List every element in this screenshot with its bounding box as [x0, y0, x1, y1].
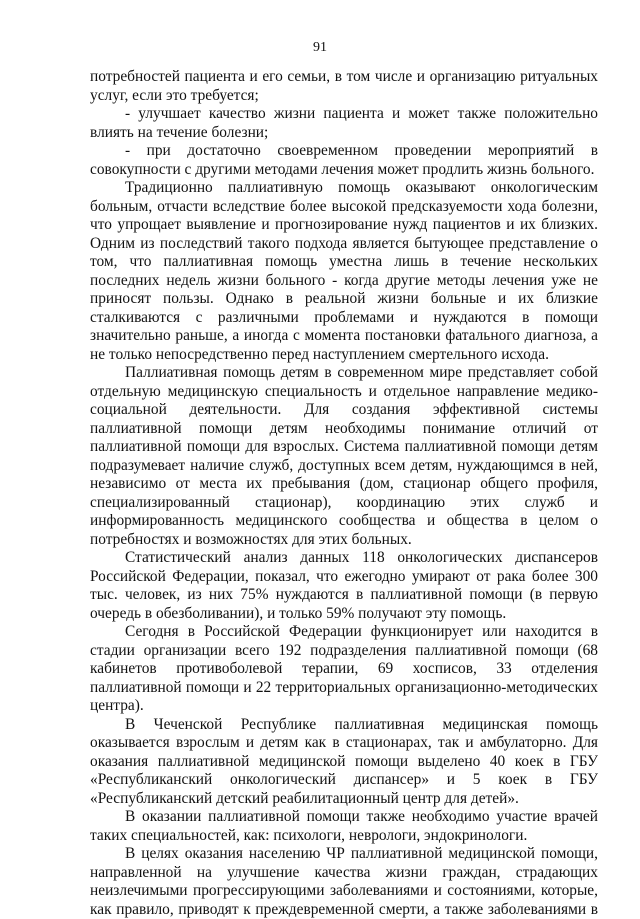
list-item-prolong-life: - при достаточно своевременном проведении мероприятий в совокупности с другими методами лечения может продлить жизнь больного. [90, 142, 598, 178]
paragraph-chechen-republic: В Чеченской Республике паллиативная медицинская помощь оказывается взрослым и детям как в стационарах, так и амбулаторно. Для оказания паллиативной медицинской помощи выделено 40 коек в ГБУ «Республиканский онкологический диспансер» и 5 коек в ГБУ «Республиканский детский реабилитационный центр для детей». [90, 715, 598, 807]
paragraph-children-care: Паллиативная помощь детям в современном мире представляет собой отдельную медицинскую специальность и отдельное направление медико-социальной деятельности. Для создания эффективной системы паллиативной помощи детям необходимы понимание отличий от паллиативной помощи для взрослых. Система паллиативной помощи детям подразумевает наличие служб, доступных всем детям, нуждающимся в ней, независимо от места их пребывания (дом, стационар общего профиля, специализированный стационар), координацию этих служб и информированность медицинского сообщества и общества в целом о потребностях и возможностях для этих больных. [90, 364, 598, 548]
page-number: 91 [313, 40, 327, 55]
paragraph-continuation: потребностей пациента и его семьи, в том числе и организацию ритуальных услуг, если это требуется; [90, 68, 598, 104]
paragraph-goals: В целях оказания населению ЧР паллиативной медицинской помощи, направленной на улучшение качества жизни граждан, страдающих неизлечимыми прогрессирующими заболеваниями и состояниями, которые, как правило, приводят к преждевременной смерти, а также заболеваниями в [90, 845, 598, 918]
paragraph-traditional-care: Традиционно паллиативную помощь оказывают онкологическим больным, отчасти вследствие более высокой предсказуемости хода болезни, что упрощает выявление и прогнозирование нужд пациентов и их близких. Одним из последствий такого подхода является бытующее представление о том, что паллиативная помощь уместна лишь в течение нескольких последних недель жизни больного - когда другие методы лечения уже не приносят пользы. Однако в реальной жизни больные и их близкие сталкиваются с различными проблемами и нуждаются в помощи значительно раньше, а иногда с момента постановки фатального диагноза, а не только непосредственно перед наступлением смертельного исхода. [90, 179, 598, 363]
document-body [90, 68, 598, 919]
paragraph-statistics: Статистический анализ данных 118 онкологических диспансеров Российской Федерации, показал, что ежегодно умирают от рака более 300 тыс. человек, из них 75% нуждаются в паллиативной помощи (в первую очередь в обезболивании), и только 59% получают эту помощь. [90, 549, 598, 622]
paragraph-specialists: В оказании паллиативной помощи также необходимо участие врачей таких специальностей, как: психологи, неврологи, эндокринологи. [90, 808, 598, 844]
list-item-quality-of-life: - улучшает качество жизни пациента и может также положительно влиять на течение болезни; [90, 105, 598, 141]
paragraph-russian-federation: Сегодня в Российской Федерации функционирует или находится в стадии организации всего 192 подразделения паллиативной помощи (68 кабинетов противоболевой терапии, 69 хосписов, 33 отделения паллиативной помощи и 22 территориальных организационно-методических центра). [90, 623, 598, 714]
